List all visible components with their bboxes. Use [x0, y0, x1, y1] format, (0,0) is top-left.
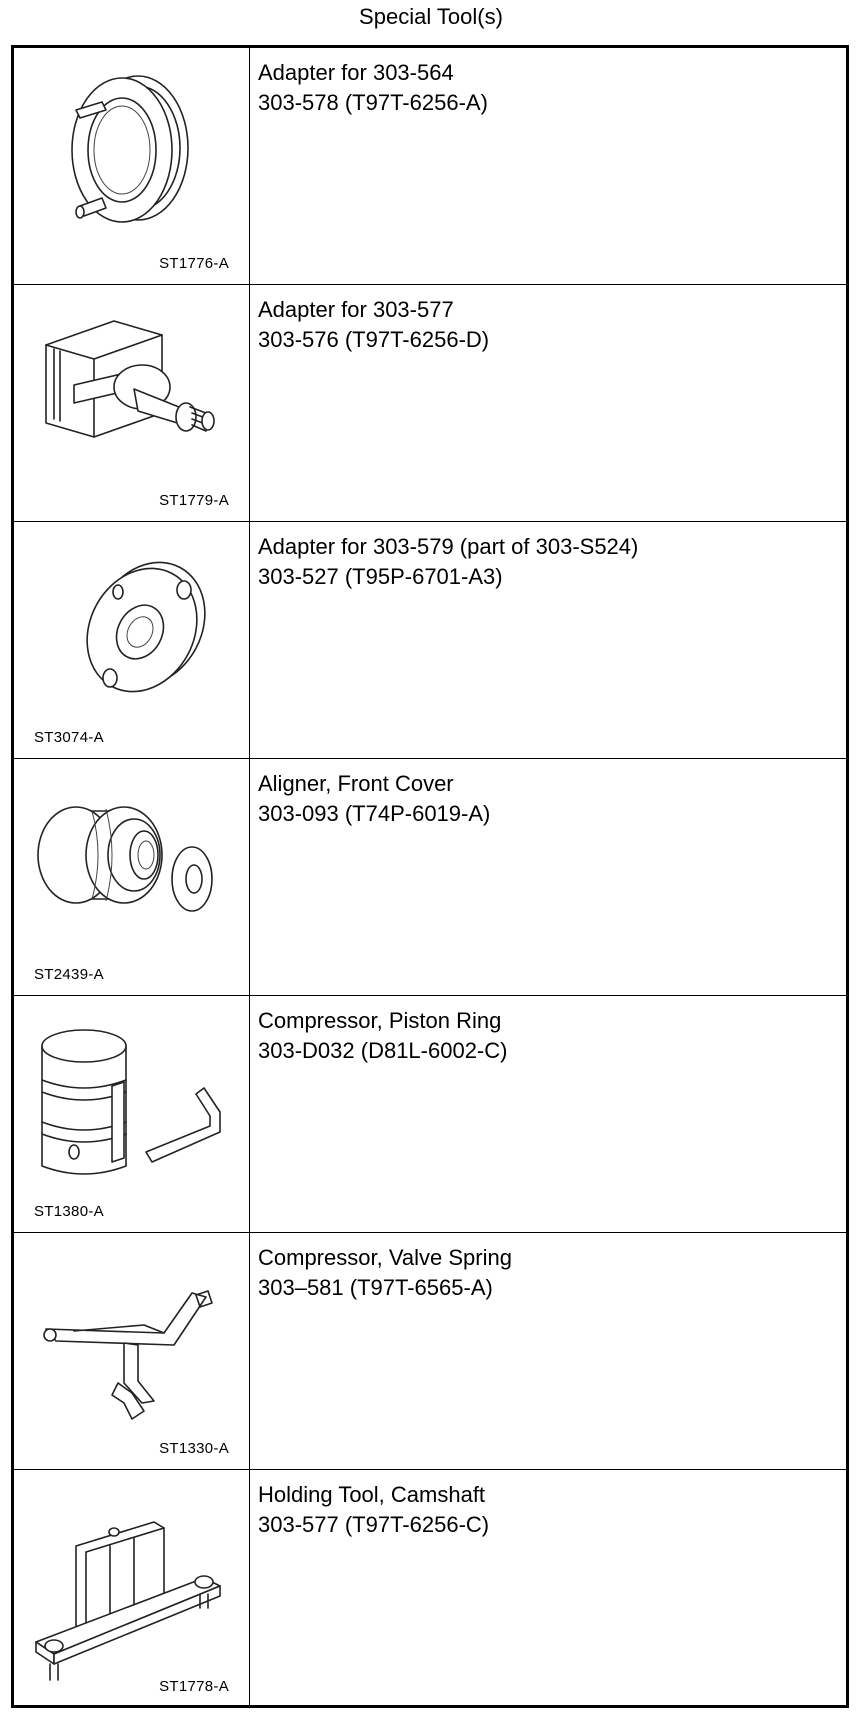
tool-number: 303-527 (T95P-6701-A3) [258, 564, 503, 589]
tool-row [14, 522, 846, 759]
tool-name: Holding Tool, Camshaft [258, 1482, 486, 1507]
tool-description [258, 58, 838, 118]
special-tools-table [11, 45, 849, 1708]
tool-number: 303-576 (T97T-6256-D) [258, 327, 490, 352]
tool-row [14, 1233, 846, 1470]
tool-row [14, 1470, 846, 1707]
spring-compressor-illustration [14, 1233, 250, 1469]
tool-image-cell [14, 1233, 250, 1469]
tool-row [14, 759, 846, 996]
tool-image-cell [14, 522, 250, 758]
tool-row [14, 996, 846, 1233]
ring-compressor-illustration [14, 996, 250, 1232]
tool-image-cell [14, 759, 250, 995]
seal-aligner-illustration [14, 759, 250, 995]
tool-description [258, 532, 838, 592]
threaded-adapter-illustration [14, 285, 250, 521]
pulley-adapter-illustration [14, 48, 250, 284]
figure-code: ST3074-A [34, 729, 104, 746]
camshaft-holder-illustration [14, 1470, 250, 1706]
tool-image-cell [14, 1470, 250, 1707]
tool-description [258, 295, 838, 355]
figure-code: ST1330-A [159, 1440, 229, 1457]
tool-name: Compressor, Piston Ring [258, 1008, 502, 1033]
tool-name: Compressor, Valve Spring [258, 1245, 512, 1270]
tool-number: 303-578 (T97T-6256-A) [258, 90, 488, 115]
figure-code: ST1778-A [159, 1678, 229, 1695]
figure-code: ST1776-A [159, 255, 229, 272]
tool-image-cell [14, 996, 250, 1232]
tool-name: Adapter for 303-564 [258, 60, 454, 85]
tool-description [258, 1480, 838, 1540]
tool-name: Adapter for 303-577 [258, 297, 454, 322]
tool-image-cell [14, 48, 250, 284]
tool-description [258, 769, 838, 829]
tool-number: 303-093 (T74P-6019-A) [258, 801, 491, 826]
tool-row [14, 285, 846, 522]
tool-number: 303-D032 (D81L-6002-C) [258, 1038, 508, 1063]
tool-image-cell [14, 285, 250, 521]
figure-code: ST1779-A [159, 492, 229, 509]
tool-row [14, 48, 846, 285]
tool-number: 303-577 (T97T-6256-C) [258, 1512, 490, 1537]
tool-description [258, 1243, 838, 1303]
tool-name: Adapter for 303-579 (part of 303-S524) [258, 534, 639, 559]
figure-code: ST1380-A [34, 1203, 104, 1220]
tool-number: 303–581 (T97T-6565-A) [258, 1275, 493, 1300]
page-title: Special Tool(s) [359, 4, 503, 29]
tool-name: Aligner, Front Cover [258, 771, 454, 796]
disc-adapter-illustration [14, 522, 250, 758]
figure-code: ST2439-A [34, 966, 104, 983]
tool-description [258, 1006, 838, 1066]
